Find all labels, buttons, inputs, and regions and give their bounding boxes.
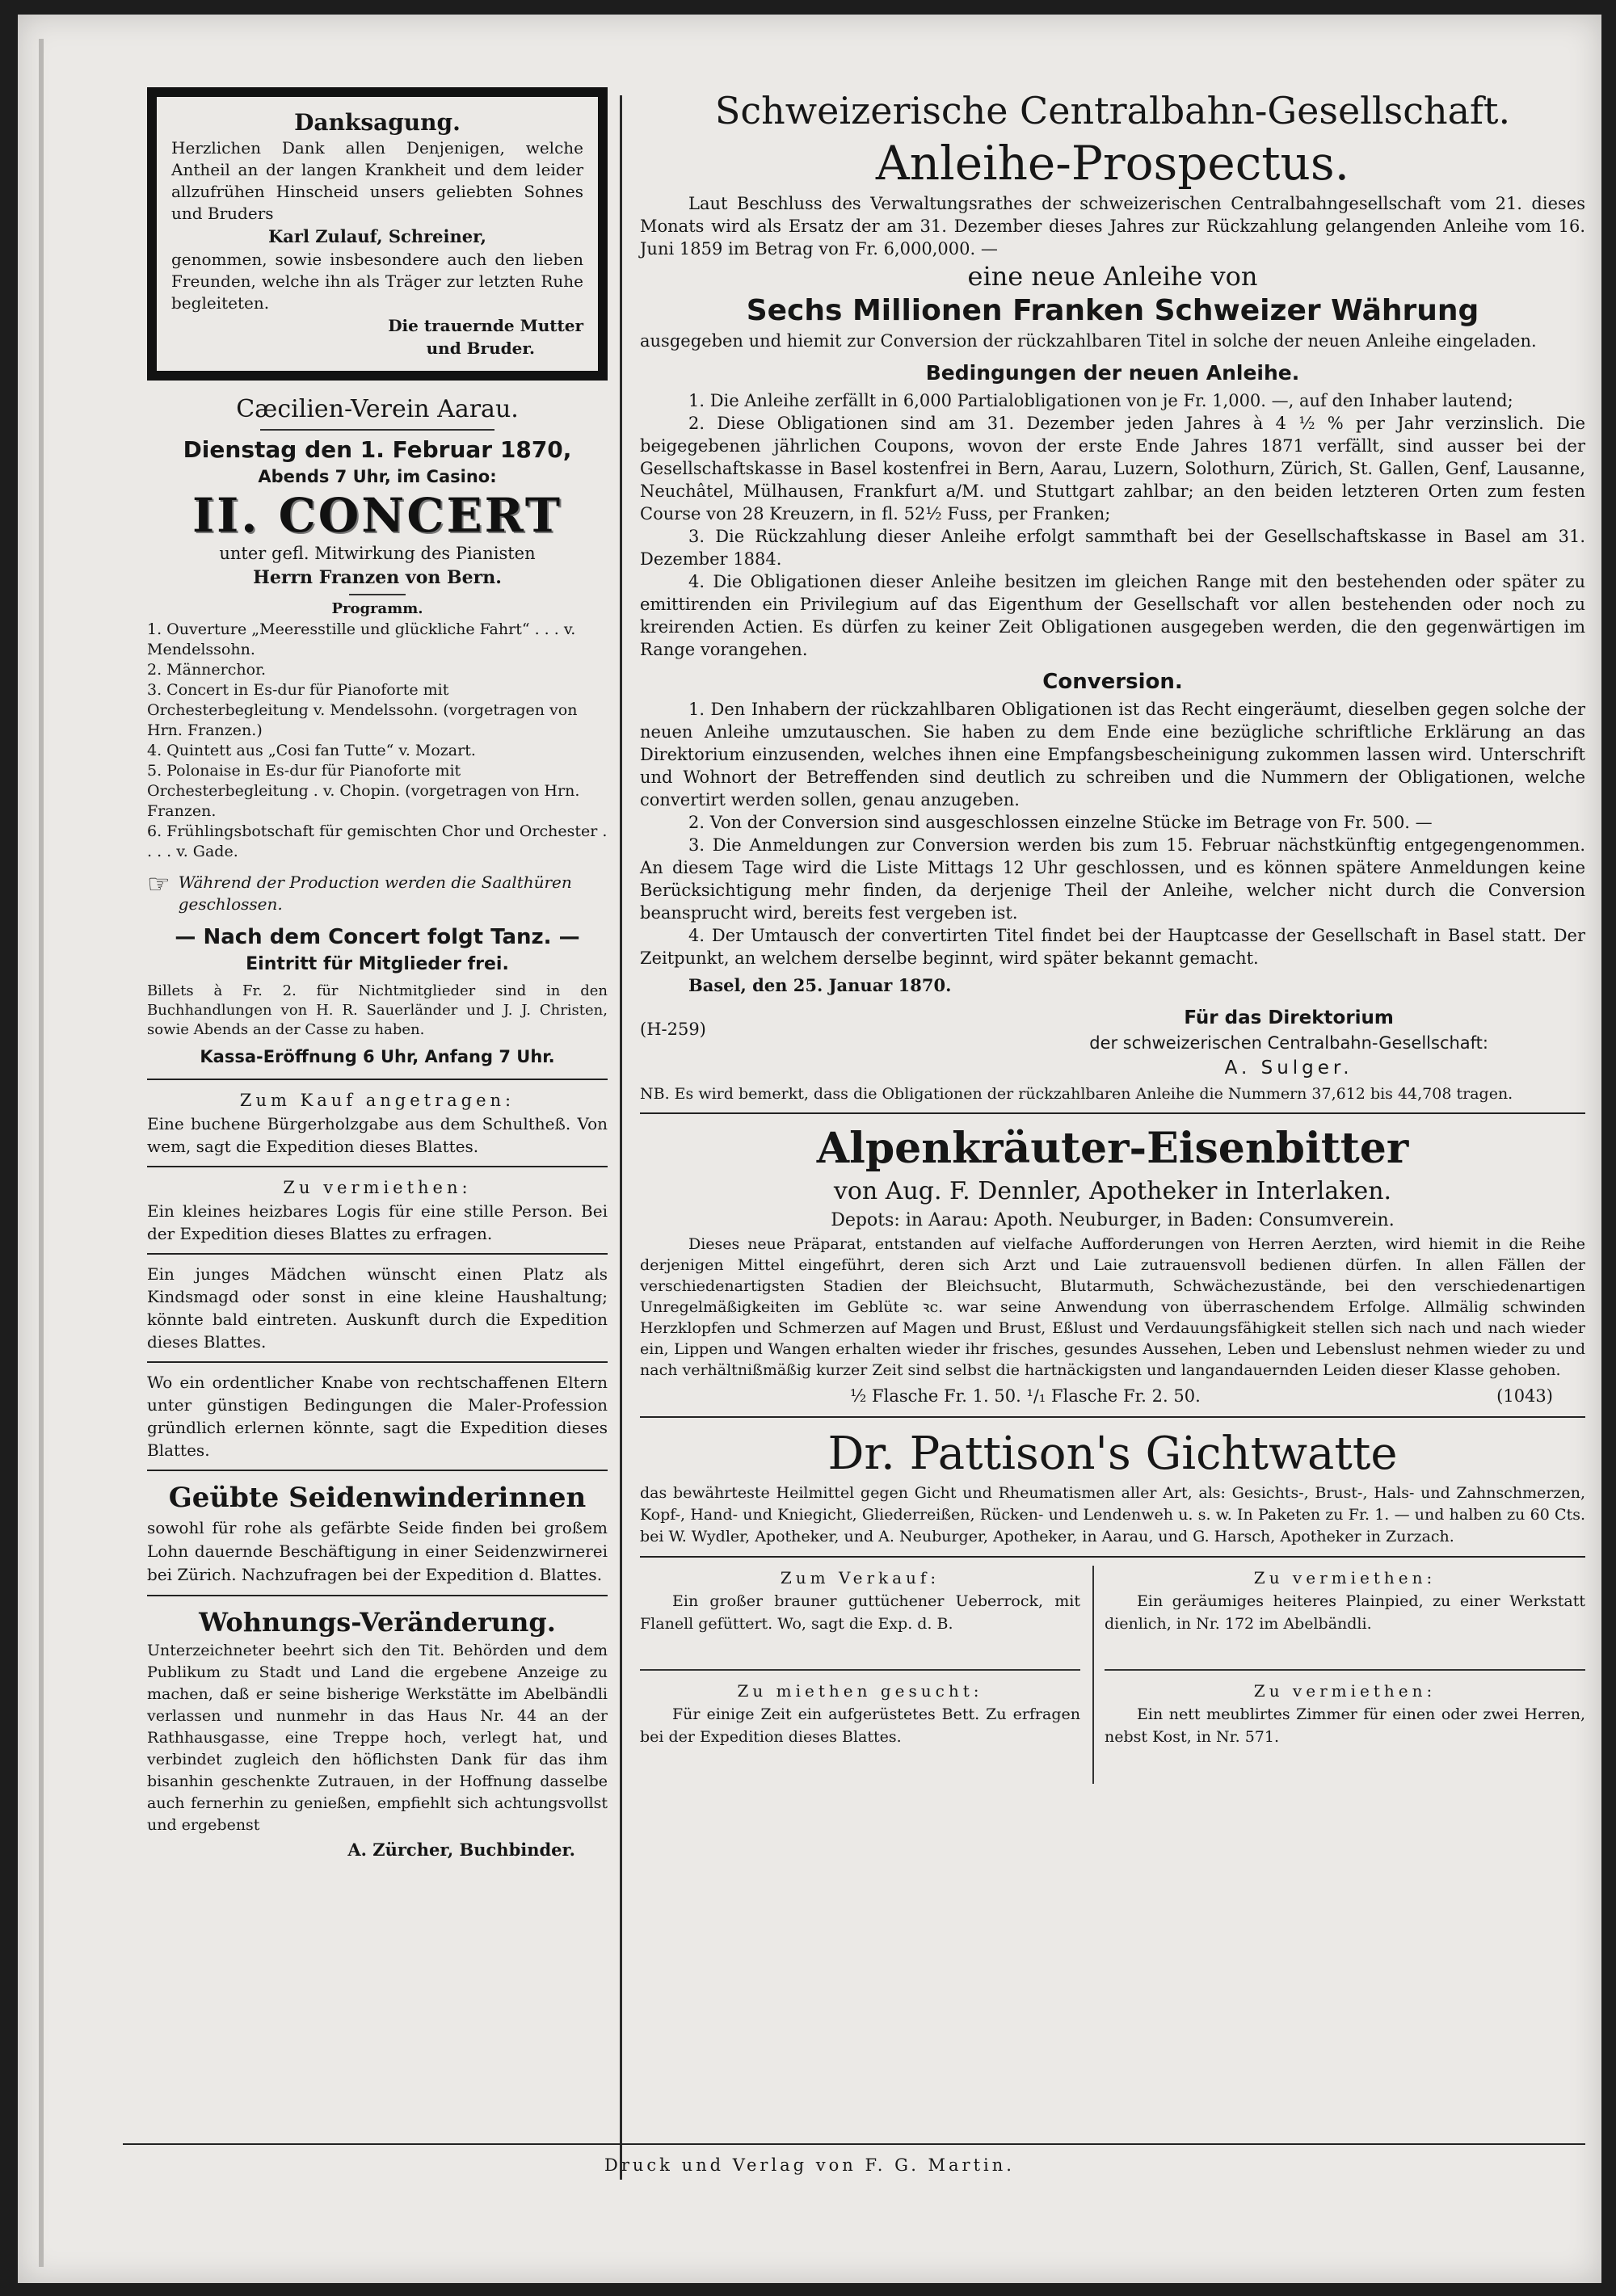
anleihe-condition: 3. Die Rückzahlung dieser Anleihe erfolgt sammthaft bei der Gesellschaftskasse in Basel am 31. Dezember 1884. xyxy=(640,527,1585,569)
anleihe-company: Schweizerische Centralbahn-Gesellschaft. xyxy=(714,89,1511,132)
program-title: Programm. xyxy=(331,600,423,617)
anleihe-conversion: 2. Von der Conversion sind ausgeschlossen einzelne Stücke im Betrage von Fr. 500. — xyxy=(688,813,1433,832)
ornament xyxy=(349,594,406,595)
vermiethen2-title: Zu vermiethen: xyxy=(1253,1568,1437,1587)
vermiethen1-body: Ein kleines heizbares Logis für eine stille Person. Bei der Expedition dieses Blattes zu erfragen. xyxy=(147,1201,608,1243)
rule xyxy=(147,1595,608,1596)
rule xyxy=(640,1416,1585,1418)
program-list xyxy=(147,620,608,862)
anleihe-sign2: der schweizerischen Centralbahn-Gesellschaft: xyxy=(1089,1033,1488,1053)
danksagung-sign1: Die trauernde Mutter xyxy=(388,316,583,335)
bitter-depots: Depots: in Aarau: Apoth. Neuburger, in Baden: Consumverein. xyxy=(831,1210,1395,1230)
danksagung-name: Karl Zulauf, Schreiner, xyxy=(268,226,486,246)
bitter-ad xyxy=(640,1122,1585,1408)
program-item: 4. Quintett aus „Cosi fan Tutte“ v. Mozart. xyxy=(147,742,476,759)
anleihe-condition: 1. Die Anleihe zerfällt in 6,000 Partialobligationen von je Fr. 1,000. —, auf den Inhaber lautend; xyxy=(688,391,1513,410)
anleihe-conversion: 3. Die Anmeldungen zur Conversion werden bis zum 15. Februar nächstkünftig entgegengenommen. An diesem Tage wird die Liste Mittags 12 Uhr geschlossen, und es können spätere Anmeldungen keine Berücksichtigung mehr finden, da derjenige Theil der Anleihe, welcher nicht durch die Conversion beansprucht wird, bereits fest vergeben ist. xyxy=(640,835,1585,923)
program-item: 2. Männerchor. xyxy=(147,661,267,679)
anleihe-condition: 2. Diese Obligationen sind am 31. Dezember jeden Jahres à 4 ½ % per Jahr verzinslich. Die beigegebenen jährlichen Coupons, wovon der erste Ende Jahres 1871 verfällt, sind ausser bei der Gesellschaftskasse in Basel kostenfrei in Bern, Aarau, Luzern, Solothurn, Zürich, St. Gallen, Genf, Lausanne, Neuchâtel, Mülhausen, Frankfurt a/M. und Stuttgart zahlbar; an den beiden letzteren Orten zum festen Course von 28 Kreuzern, in fl. 52½ Fuss, per Franken; xyxy=(640,414,1585,524)
small-ads-divider xyxy=(1092,1566,1094,1784)
gesucht-title: Zu miethen gesucht: xyxy=(737,1681,983,1701)
vermiethen1-ad xyxy=(147,1175,608,1245)
wohnung-body: Unterzeichneter beehrt sich den Tit. Behörden und dem Publikum zu Stadt und Land die ergebene Anzeige zu machen, daß er seine bisherige Werkstätte im Abelbändli verlassen und nunmehr in das Haus Nr. 44 an der Rathhausgasse, eine Treppe hoch, verlegt hat, und verbindet zugleich den höflichsten Dank für das ihm bisanhin geschenkte Zutrauen, in der Hoffnung dasselbe auch fernerhin zu genießen, empfiehlt sich achtungsvollst und ergebenst xyxy=(147,1642,608,1834)
rule xyxy=(147,1166,608,1167)
right-column xyxy=(640,87,1585,1792)
anleihe-cond-title: Bedingungen der neuen Anleihe. xyxy=(925,361,1300,385)
concert-opening: Kassa-Eröffnung 6 Uhr, Anfang 7 Uhr. xyxy=(200,1047,555,1066)
left-column xyxy=(147,87,608,1864)
maedchen-ad xyxy=(147,1263,608,1353)
anleihe-conversion: 4. Der Umtausch der convertirten Titel findet bei der Hauptcasse der Gesellschaft in Basel statt. Der Zeitpunkt, an welchem derselbe beginnt, wird später bekannt gemacht. xyxy=(640,926,1585,968)
vermiethen2-body: Ein geräumiges heiteres Plainpied, zu einer Werkstatt dienlich, in Nr. 172 im Abelbändli. xyxy=(1105,1592,1585,1633)
program-item: 1. Ouverture „Meeresstille und glückliche Fahrt“ . . . v. Mendelssohn. xyxy=(147,620,576,658)
rule xyxy=(640,1556,1585,1558)
wohnung-title: Wohnungs-Veränderung. xyxy=(199,1607,556,1638)
concert-dance: — Nach dem Concert folgt Tanz. — xyxy=(175,925,580,949)
wohnung-sign: A. Zürcher, Buchbinder. xyxy=(347,1840,575,1860)
gicht-ad xyxy=(640,1426,1585,1548)
vermiethen3-ad xyxy=(1105,1679,1585,1748)
verkauf-ad xyxy=(640,1566,1080,1635)
maedchen-body: Ein junges Mädchen wünscht einen Platz als Kindsmagd oder sonst in eine kleine Haushaltung; könnte bald eintreten. Auskunft durch die Expedition dieses Blattes. xyxy=(147,1264,608,1352)
rule xyxy=(640,1112,1585,1114)
concert-org: Cæcilien-Verein Aarau. xyxy=(236,395,519,423)
bitter-title: Alpenkräuter-Eisenbitter xyxy=(816,1124,1409,1173)
verkauf-body: Ein großer brauner guttüchener Ueberrock, mit Flanell gefüttert. Wo, sagt die Exp. d. B. xyxy=(640,1592,1080,1633)
program-item: 3. Concert in Es-dur für Pianoforte mit Orchesterbegleitung v. Mendelssohn. (vorgetragen von Hrn. Franzen.) xyxy=(147,681,578,739)
rule xyxy=(640,1669,1080,1671)
anleihe-head1: eine neue Anleihe von xyxy=(967,261,1258,292)
danksagung-sign2: und Bruder. xyxy=(426,339,535,358)
anleihe-condition: 4. Die Obligationen dieser Anleihe besitzen im gleichen Range mit den bestehenden oder später zu emittirenden ein Privilegium auf das Eigenthum der Gesellschaft vor allen bestehenden oder noch zu kreirenden Actien. Es dürfen zu keiner Zeit Obligationen ausgegeben werden, die den gegenwärtigen im Range vorangehen. xyxy=(640,572,1585,659)
rule xyxy=(147,1470,608,1471)
column-divider xyxy=(620,95,622,2180)
kauf-title: Zum Kauf angetragen: xyxy=(239,1091,516,1110)
anleihe-nb: NB. Es wird bemerkt, dass die Obligationen der rückzahlbaren Anleihe die Nummern 37,612 bis 44,708 tragen. xyxy=(640,1085,1513,1103)
gesucht-ad xyxy=(640,1679,1080,1748)
kauf-ad xyxy=(147,1088,608,1158)
anleihe-sign-block xyxy=(1089,1005,1585,1081)
bitter-prices: ½ Flasche Fr. 1. 50. ¹/₁ Flasche Fr. 2. 50. xyxy=(850,1386,1201,1406)
concert-date: Dienstag den 1. Februar 1870, xyxy=(183,436,572,463)
concert-pianist: Herrn Franzen von Bern. xyxy=(253,567,502,588)
danksagung-body2: genommen, sowie insbesondere auch den lieben Freunden, welche ihn als Träger zur letzten Ruhe begleiteten. xyxy=(171,250,583,313)
rule xyxy=(147,1361,608,1363)
concert-note-text: Während der Production werden die Saalthüren geschlossen. xyxy=(178,873,572,914)
anleihe-code: (H-259) xyxy=(640,1020,706,1039)
gesucht-body: Für einige Zeit ein aufgerüstetes Bett. Zu erfragen bei der Expedition dieses Blattes. xyxy=(640,1705,1080,1746)
rule xyxy=(147,1253,608,1255)
concert-assist: unter gefl. Mitwirkung des Pianisten xyxy=(219,544,536,563)
danksagung-title: Danksagung. xyxy=(294,109,461,136)
concert-note xyxy=(147,868,608,915)
anleihe-head2: Sechs Millionen Franken Schweizer Währung xyxy=(746,294,1479,327)
seide-body: sowohl für rohe als gefärbte Seide finden bei großem Lohn dauernde Beschäftigung in einer Seidenzwirnerei bei Zürich. Nachzufragen bei der Expedition d. Blattes. xyxy=(147,1518,608,1584)
anleihe-signature xyxy=(640,1005,1585,1081)
danksagung-notice xyxy=(147,87,608,381)
footer-rule xyxy=(123,2143,1585,2145)
seide-title: Geübte Seidenwinderinnen xyxy=(168,1482,587,1514)
vermiethen2-ad xyxy=(1105,1566,1585,1635)
knabe-body: Wo ein ordentlicher Knabe von rechtschaffenen Eltern unter günstigen Bedingungen die Maler-Profession gründlich erlernen könnte, sagt die Expedition dieses Blattes. xyxy=(147,1373,608,1460)
anleihe-conversion: 1. Den Inhabern der rückzahlbaren Obligationen ist das Recht eingeräumt, dieselben gegen solche der neuen Anleihe umzutauschen. Sie haben zu dem Ende eine bezügliche schriftliche Erklärung an das Direktorium einzusenden, welches ihnen eine Empfangsbescheinigung zukommen lassen wird. Unterschrift und Wohnort der Betreffenden sind deutlich zu schreiben und die Nummern der Obligationen, welche convertirt werden sollen, genau anzugeben. xyxy=(640,700,1585,809)
anleihe-conv-title: Conversion. xyxy=(1042,670,1183,694)
anleihe-ad xyxy=(640,87,1585,1104)
rule xyxy=(147,1079,608,1080)
vermiethen1-title: Zu vermiethen: xyxy=(283,1178,472,1197)
bitter-body: Dieses neue Präparat, entstanden auf vielfache Aufforderungen von Herren Aerzten, wird hiemit in die Reihe derjenigen Mittel eingeführt, deren sich Arzt und Laie zutrauensvoll bedienen dürfen. In allen Fällen der verschiedenartigsten Stadien der Bleichsucht, Blutarmuth, Schwächezustände, bei den verschiedenartigen Unregelmäßigkeiten im Geblüte ꝛc. war seine Anwendung von überraschendem Erfolge. Allmälig schwinden Herzklopfen und Schmerzen auf Magen und Brust, Eßlust und Verdauungsfähigkeit stellen sich nach und nach wieder ein, Lippen und Wangen erhalten wieder ihr frisches, gesundes Aussehen, Leben und Lebenslust nehmen wieder zu und nach verhältnißmäßig kurzer Zeit sind selbst die hartnäckigsten und langandauernden Leiden dieser Klasse gehoben. xyxy=(640,1235,1585,1379)
danksagung-body: Herzlichen Dank allen Denjenigen, welche Antheil an der langen Krankheit und dem leider allzufrühen Hinscheid unsers geliebten Sohnes und Bruders xyxy=(171,138,583,223)
concert-tickets: Billets à Fr. 2. für Nichtmitglieder sind in den Buchhandlungen von H. R. Sauerländer und J. J. Christen, sowie Abends an der Casse zu haben. xyxy=(147,982,608,1038)
concert-title: II. CONCERT xyxy=(191,488,563,543)
anleihe-sign1: Für das Direktorium xyxy=(1184,1007,1394,1028)
concert-free: Eintritt für Mitglieder frei. xyxy=(246,954,509,974)
kauf-body: Eine buchene Bürgerholzgabe aus dem Schultheß. Von wem, sagt die Expedition dieses Blattes. xyxy=(147,1114,608,1156)
concert-ad xyxy=(147,392,608,1070)
anleihe-intro: Laut Beschluss des Verwaltungsrathes der schweizerischen Centralbahngesellschaft vom 21. dieses Monats wird als Ersatz der am 31. Dezember dieses Jahres zur Rückzahlung gelangenden Anleihe vom 16. Juni 1859 im Betrag von Fr. 6,000,000. — xyxy=(640,194,1585,259)
anleihe-sign3: A. Sulger. xyxy=(1224,1058,1353,1079)
verkauf-title: Zum Verkauf: xyxy=(780,1568,941,1587)
anleihe-title: Anleihe-Prospectus. xyxy=(875,136,1350,191)
bitter-maker: von Aug. F. Dennler, Apotheker in Interlaken. xyxy=(833,1177,1392,1205)
bitter-code: (1043) xyxy=(1496,1386,1553,1406)
vermiethen3-body: Ein nett meublirtes Zimmer für einen oder zwei Herren, nebst Kost, in Nr. 571. xyxy=(1105,1705,1585,1746)
rule xyxy=(260,429,494,431)
knabe-ad xyxy=(147,1371,608,1461)
program-item: 5. Polonaise in Es-dur für Pianoforte mit Orchesterbegleitung . v. Chopin. (vorgetragen von Hrn. Franzen. xyxy=(147,762,580,820)
pointing-hand-icon: ☞ xyxy=(147,868,170,899)
program-item: 6. Frühlingsbotschaft für gemischten Chor und Orchester . . . . v. Gade. xyxy=(147,822,608,860)
anleihe-place: Basel, den 25. Januar 1870. xyxy=(688,975,952,995)
small-ads-grid xyxy=(640,1566,1585,1792)
vermiethen3-title: Zu vermiethen: xyxy=(1253,1681,1437,1701)
wohnung-ad xyxy=(147,1604,608,1864)
gicht-title: Dr. Pattison's Gichtwatte xyxy=(827,1428,1398,1480)
bitter-price-row xyxy=(640,1384,1585,1408)
rule xyxy=(1105,1669,1585,1671)
gicht-body: das bewährteste Heilmittel gegen Gicht und Rheumatismen aller Art, als: Gesichts-, Brust-, Hals- und Zahnschmerzen, Kopf-, Hand- und Kniegicht, Gliederreißen, Rücken- und Lendenweh u. s. w. In Paketen zu Fr. 1. — und halben zu 60 Cts. bei W. Wydler, Apotheker, und A. Neuburger, Apotheker, in Aarau, und G. Harsch, Apotheker in Zurzach. xyxy=(640,1484,1585,1545)
seide-ad xyxy=(147,1479,608,1587)
newspaper-page xyxy=(18,15,1601,2283)
concert-time: Abends 7 Uhr, im Casino: xyxy=(258,467,497,486)
footer-imprint: Druck und Verlag von F. G. Martin. xyxy=(604,2155,1015,2175)
anleihe-intro2: ausgegeben und hiemit zur Conversion der rückzahlbaren Titel in solche der neuen Anleihe eingeladen. xyxy=(640,331,1537,351)
